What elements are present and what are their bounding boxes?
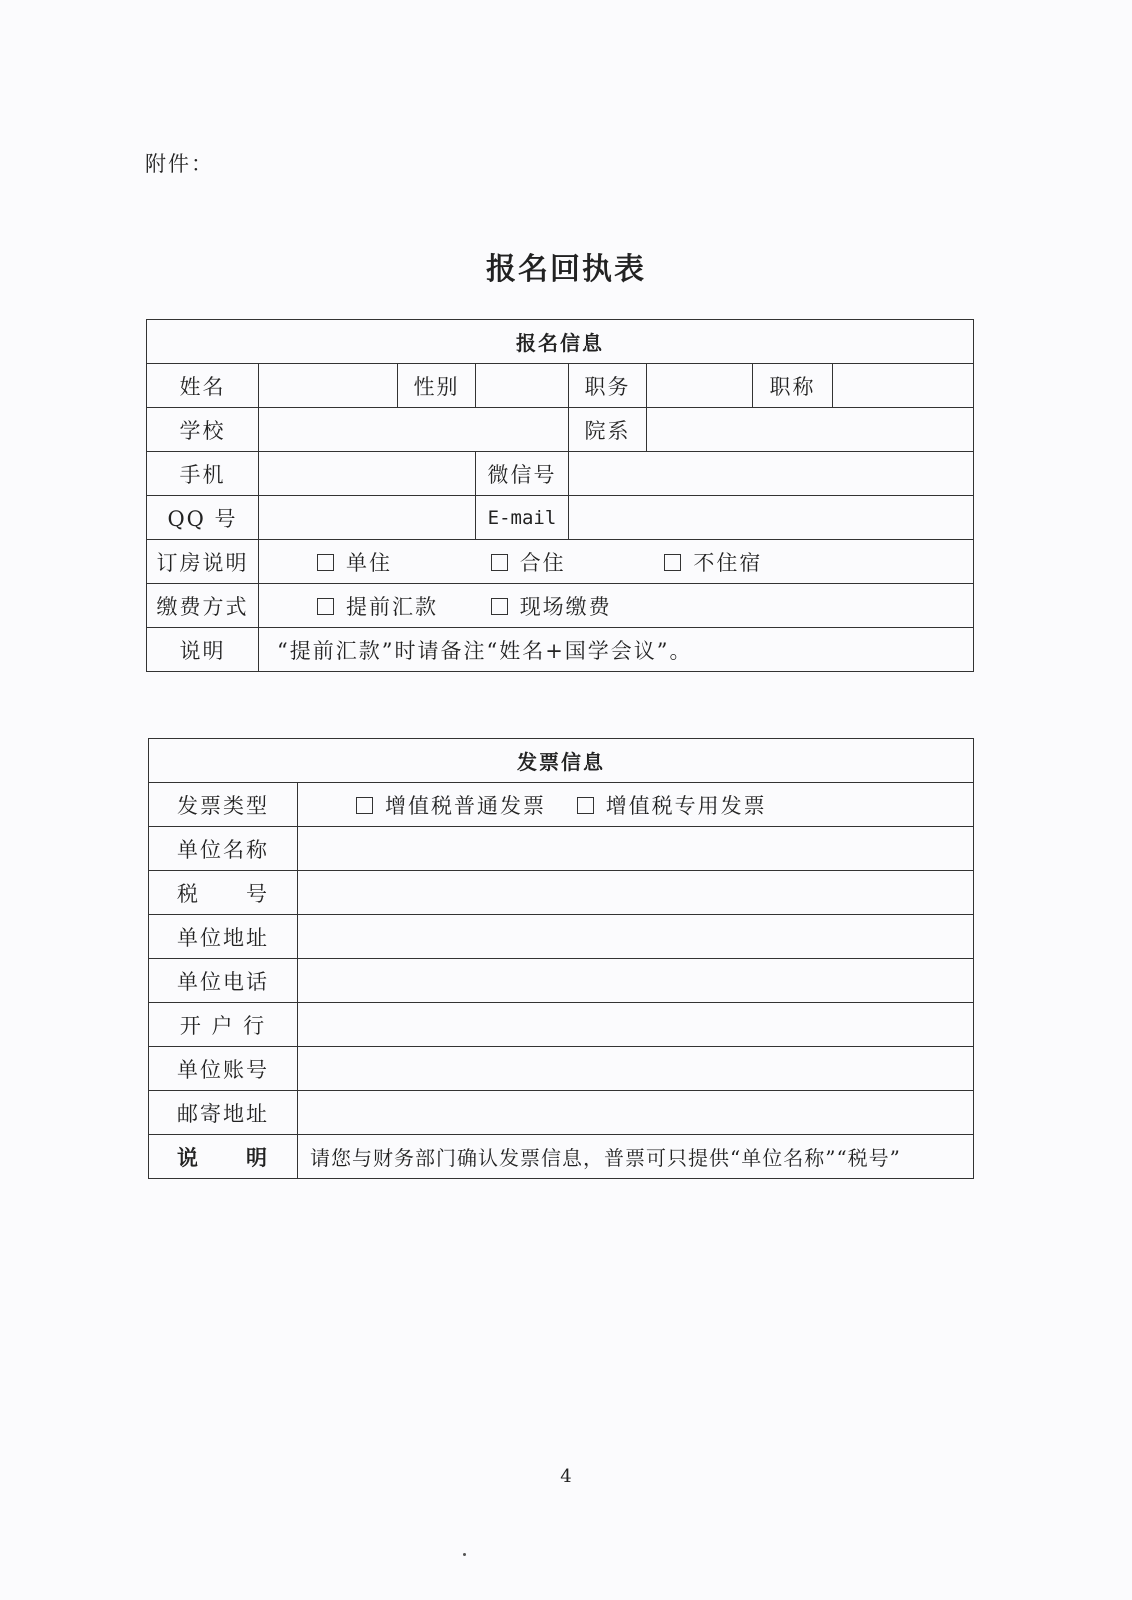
room-option-none[interactable]: 不住宿	[664, 547, 762, 577]
email-field[interactable]	[569, 496, 974, 540]
address-label: 单位地址	[149, 915, 298, 959]
note-text: “提前汇款”时请备注“姓名+国学会议”。	[259, 628, 974, 672]
page-title: 报名回执表	[486, 252, 646, 287]
bank-field[interactable]	[298, 1003, 974, 1047]
title-label: 职称	[753, 364, 833, 408]
invoice-note-label: 说 明	[149, 1135, 298, 1179]
checkbox-icon[interactable]	[491, 598, 508, 615]
position-label: 职务	[569, 364, 647, 408]
email-label: E-mail	[476, 496, 569, 540]
gender-field[interactable]	[476, 364, 569, 408]
checkbox-icon[interactable]	[664, 554, 681, 571]
qq-field[interactable]	[259, 496, 476, 540]
name-field[interactable]	[259, 364, 398, 408]
department-field[interactable]	[647, 408, 974, 452]
company-phone-field[interactable]	[298, 959, 974, 1003]
payment-label: 缴费方式	[147, 584, 259, 628]
account-label: 单位账号	[149, 1047, 298, 1091]
mail-address-field[interactable]	[298, 1091, 974, 1135]
room-label: 订房说明	[147, 540, 259, 584]
room-option-shared[interactable]: 合住	[491, 547, 626, 577]
checkbox-icon[interactable]	[577, 797, 594, 814]
payment-option-onsite[interactable]: 现场缴费	[491, 591, 612, 621]
checkbox-icon[interactable]	[356, 797, 373, 814]
company-field[interactable]	[298, 827, 974, 871]
checkbox-icon[interactable]	[491, 554, 508, 571]
title-field[interactable]	[833, 364, 974, 408]
registration-table	[146, 319, 974, 672]
payment-option-advance[interactable]: 提前汇款	[317, 591, 482, 621]
gender-label: 性别	[398, 364, 476, 408]
qq-label: QQ 号	[147, 496, 259, 540]
company-label: 单位名称	[149, 827, 298, 871]
name-label: 姓名	[147, 364, 259, 408]
note-label: 说明	[147, 628, 259, 672]
wechat-label: 微信号	[476, 452, 569, 496]
position-field[interactable]	[647, 364, 753, 408]
checkbox-icon[interactable]	[317, 598, 334, 615]
wechat-field[interactable]	[569, 452, 974, 496]
invoice-note-text: 请您与财务部门确认发票信息，普票可只提供“单位名称”“税号”	[298, 1135, 974, 1179]
registration-header: 报名信息	[147, 320, 974, 364]
invoice-option-normal[interactable]: 增值税普通发票	[356, 790, 568, 820]
address-field[interactable]	[298, 915, 974, 959]
attachment-label: 附件：	[145, 152, 214, 176]
page-number: 4	[560, 1466, 572, 1487]
tax-label: 税 号	[149, 871, 298, 915]
school-field[interactable]	[259, 408, 569, 452]
company-phone-label: 单位电话	[149, 959, 298, 1003]
payment-options	[259, 584, 974, 628]
department-label: 院系	[569, 408, 647, 452]
phone-field[interactable]	[259, 452, 476, 496]
phone-label: 手机	[147, 452, 259, 496]
bank-label: 开 户 行	[149, 1003, 298, 1047]
tax-field[interactable]	[298, 871, 974, 915]
invoice-type-label: 发票类型	[149, 783, 298, 827]
scan-speck	[463, 1553, 466, 1556]
school-label: 学校	[147, 408, 259, 452]
room-option-single[interactable]: 单住	[317, 547, 462, 577]
invoice-table	[148, 738, 974, 1179]
room-options	[259, 540, 974, 584]
mail-address-label: 邮寄地址	[149, 1091, 298, 1135]
invoice-header: 发票信息	[149, 739, 974, 783]
invoice-option-special[interactable]: 增值税专用发票	[577, 790, 767, 820]
checkbox-icon[interactable]	[317, 554, 334, 571]
account-field[interactable]	[298, 1047, 974, 1091]
invoice-type-options	[298, 783, 974, 827]
